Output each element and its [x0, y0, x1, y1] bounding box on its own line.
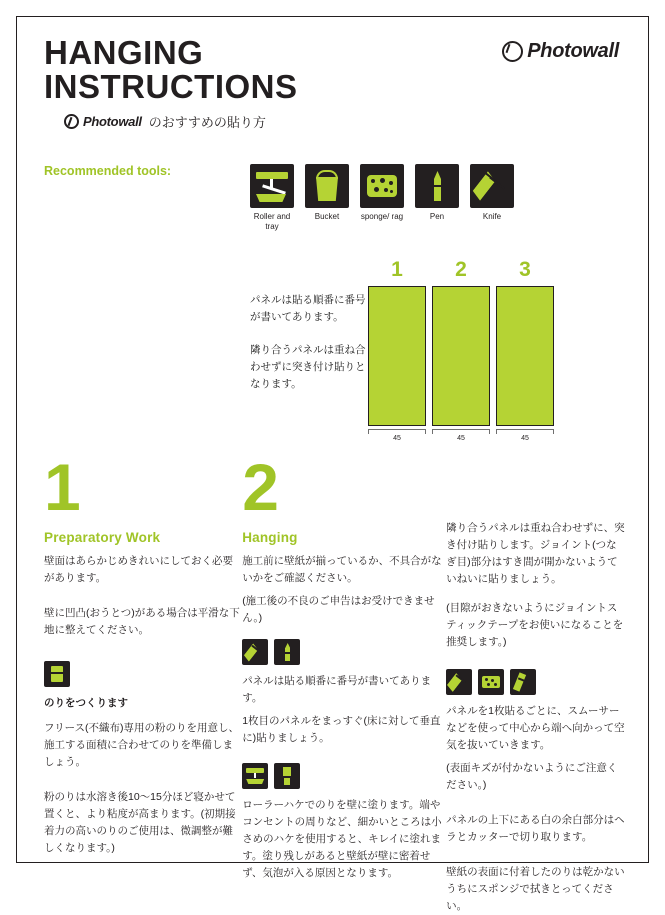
- tool-roller-and-tray: [250, 164, 294, 232]
- diagram-spacer-left: [38, 258, 250, 442]
- tool-bucket: [305, 164, 349, 232]
- panel-row: [368, 286, 554, 426]
- step1-number: 1: [44, 450, 81, 524]
- recommended-tools-label: Recommended tools:: [44, 164, 172, 178]
- panel-dimension-1: 45: [368, 429, 426, 442]
- step1-heading: Preparatory Work: [44, 530, 161, 545]
- panel-dimension-row: [368, 429, 554, 442]
- step3-para-3: パネルを1枚貼るごとに、スムーサーなどを使って中心から端へ向かって空気を抜いていきます。: [446, 705, 625, 751]
- brand-name-top: Photowall: [527, 40, 619, 62]
- tool-caption-sponge: sponge/ rag: [360, 212, 404, 221]
- recommended-tools: [38, 164, 627, 232]
- photowall-logo-icon: [502, 41, 523, 62]
- panel-dimension-2: 45: [432, 429, 490, 442]
- step2-para-3: パネルは貼る順番に番号が書いてあります。: [242, 675, 432, 704]
- step2-para-5: ローラーハケでのりを壁に塗ります。端やコンセントの周りなど、細かいところは小さめのハケを使用すると、キレイに塗れます。塗り残しがあると壁紙が壁に密着せず、気泡が入る原因となります。: [242, 799, 442, 879]
- instructions-body: [38, 520, 627, 915]
- step3-column: [446, 520, 627, 915]
- panel-dimension-3: 45: [496, 429, 554, 442]
- tool-caption-knife: Knife: [482, 212, 502, 221]
- cutter-icon-small: [510, 669, 536, 695]
- step1-subheading: のりをつくります: [44, 697, 128, 709]
- step2-heading: Hanging: [242, 530, 298, 545]
- tool-caption-bucket: Bucket: [314, 212, 340, 221]
- page-title-line2: INSTRUCTIONS: [44, 68, 298, 105]
- step3-icon-row: [446, 669, 627, 695]
- header: [38, 36, 627, 148]
- step1-para-2: 壁に凹凸(おうとつ)がある場合は平滑な下地に整えてください。: [44, 607, 240, 636]
- pen-icon-small: [274, 639, 300, 665]
- wallpaper-panel-1: [368, 286, 426, 426]
- glue-powder-icon: [44, 661, 70, 687]
- tool-caption-roller: Roller and tray: [253, 212, 291, 231]
- wallpaper-panel-3: [496, 286, 554, 426]
- step2-icon-row-2: [242, 763, 446, 789]
- pen-icon: [415, 164, 459, 208]
- step2-number: 2: [242, 450, 279, 524]
- tool-knife: [470, 164, 514, 232]
- panel-number-3: 3: [519, 258, 531, 281]
- panel-number-1: 1: [391, 258, 403, 281]
- step3-para-5: パネルの上下にある白の余白部分はヘラとカッターで切り取ります。: [446, 814, 625, 843]
- subtitle-text: のおすすめの貼り方: [148, 115, 266, 130]
- brush-icon-small: [274, 763, 300, 789]
- step1-para-4: 粉のりは水溶き後10〜15分ほど寝かせて置くと、より粘度が高まります。(初期接着力の高いのりのご使用は、微調整が難しくなります。): [44, 791, 236, 854]
- step3-para-4: (表面キズが付かないようにご注意ください。): [446, 762, 618, 791]
- wallpaper-panel-2: [432, 286, 490, 426]
- panel-note-1: パネルは貼る順番に番号が書いてあります。: [250, 294, 366, 323]
- brand-name-inline: Photowall: [83, 114, 142, 129]
- step2-para-1: 施工前に壁紙が揃っているか、不具合がないかをご確認ください。: [242, 555, 442, 584]
- step-number-row: [38, 450, 627, 524]
- step1-column: [38, 520, 242, 915]
- step2-para-4: 1枚目のパネルをまっすぐ(床に対して垂直に)貼りましょう。: [242, 715, 441, 744]
- tool-pen: [415, 164, 459, 232]
- photowall-logo-inline: [64, 114, 142, 129]
- subtitle: [64, 112, 627, 131]
- step2-icon-row-1: [242, 639, 446, 665]
- step1-para-1: 壁面はあらかじめきれいにしておく必要があります。: [44, 555, 233, 584]
- roller-icon-small: [242, 763, 268, 789]
- step1-para-3: フリース(不織布)専用の粉のりを用意し、施工する面積に合わせてのりを準備しましょう。: [44, 722, 240, 768]
- sponge-icon-small: [478, 669, 504, 695]
- panel-number-2: 2: [455, 258, 467, 281]
- step2-column: [242, 520, 446, 915]
- knife-icon: [470, 164, 514, 208]
- knife-icon-small: [242, 639, 268, 665]
- step2-number-cell: [242, 450, 446, 524]
- panel-number-row: [368, 258, 554, 282]
- smoother-icon: [446, 669, 472, 695]
- panel-diagram: [250, 258, 554, 442]
- panel-diagram-row: [38, 258, 627, 442]
- step3-para-1: 隣り合うパネルは重ね合わせずに、突き付け貼りします。ジョイント(つなぎ目)部分はすき間が開かないようていねいに貼りましょう。: [446, 522, 625, 585]
- photowall-logo-icon-inline: [64, 114, 79, 129]
- sponge-rag-icon: [360, 164, 404, 208]
- panel-note-2: 隣り合うパネルは重ね合わせずに突き付け貼りとなります。: [250, 344, 366, 390]
- step1-icon-row: [44, 661, 242, 687]
- roller-and-tray-icon: [250, 164, 294, 208]
- page-title-line1: HANGING: [44, 34, 204, 71]
- photowall-logo-top: [502, 40, 619, 63]
- bucket-icon: [305, 164, 349, 208]
- tool-caption-pen: Pen: [429, 212, 445, 221]
- step3-para-6: 壁紙の表面に付着したのりは乾かないうちにスポンジで拭きとってください。: [446, 866, 625, 912]
- step3-number-cell: [446, 456, 627, 518]
- step2-para-2: (施工後の不良のご申告はお受けできません。): [242, 595, 435, 624]
- step1-number-cell: [38, 450, 242, 524]
- panel-diagram-notes: [250, 258, 368, 442]
- tool-sponge-rag: [360, 164, 404, 232]
- step3-para-2: (目隙がおきないようにジョイントスティックテープをお使いになることを推奨します。): [446, 602, 624, 648]
